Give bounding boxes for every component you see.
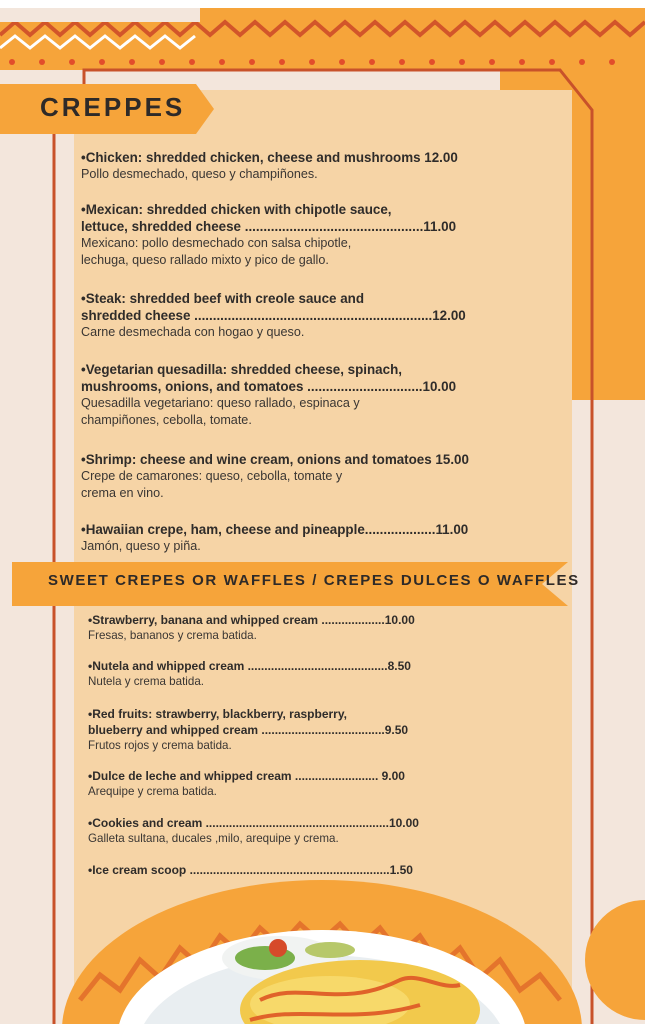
item-name-es: Pollo desmechado, queso y champiñones. xyxy=(81,167,318,181)
item-name-en: •Dulce de leche and whipped cream ......................... 9.00 xyxy=(88,769,405,783)
item-name-es: Nutela y crema batida. xyxy=(88,675,204,688)
item-name-es: Quesadilla vegetariano: queso rallado, espinaca y champiñones, cebolla, tomate. xyxy=(81,396,360,427)
sweet-section-title: SWEET CREPES OR WAFFLES / CREPES DULCES O WAFFLES xyxy=(48,572,580,589)
item-name-es: Crepe de camarones: queso, cebolla, tomate y crema en vino. xyxy=(81,469,343,500)
item-name-en: •Vegetarian quesadilla: shredded cheese, spinach, mushrooms, onions, and tomatoes ...............................10.00 xyxy=(81,362,457,394)
item-name-en: •Chicken: shredded chicken, cheese and mushrooms 12.00 xyxy=(81,150,458,165)
item-name-en: •Mexican: shredded chicken with chipotle sauce, lettuce, shredded cheese ................................................11.00 xyxy=(81,202,457,234)
item-name-es: Jamón, queso y piña. xyxy=(81,539,201,553)
menu-item xyxy=(81,201,541,269)
item-name-en: •Ice cream scoop ............................................................1.50 xyxy=(88,863,413,877)
menu-item xyxy=(88,862,528,878)
item-name-en: •Red fruits: strawberry, blackberry, raspberry, blueberry and whipped cream .....................................9.50 xyxy=(88,707,409,737)
menu-item xyxy=(88,658,528,690)
item-name-en: •Nutela and whipped cream ..........................................8.50 xyxy=(88,659,411,673)
item-name-en: •Hawaiian crepe, ham, cheese and pineapple...................11.00 xyxy=(81,522,469,537)
item-name-en: •Strawberry, banana and whipped cream ...................10.00 xyxy=(88,613,415,627)
menu-item xyxy=(81,451,541,502)
item-name-es: Arequipe y crema batida. xyxy=(88,785,217,798)
menu-item xyxy=(88,768,528,800)
menu-item xyxy=(88,612,528,644)
item-name-es: Fresas, bananos y crema batida. xyxy=(88,629,257,642)
item-name-en: •Cookies and cream .......................................................10.00 xyxy=(88,816,419,830)
menu-item xyxy=(81,361,541,429)
item-name-es: Mexicano: pollo desmechado con salsa chipotle, lechuga, queso rallado mixto y pico de gallo. xyxy=(81,236,352,267)
menu-item xyxy=(88,706,528,754)
menu-item xyxy=(81,521,541,555)
item-name-en: •Shrimp: cheese and wine cream, onions and tomatoes 15.00 xyxy=(81,452,469,467)
item-name-en: •Steak: shredded beef with creole sauce and shredded cheese ................................................................12.00 xyxy=(81,291,466,323)
menu-item xyxy=(81,149,541,183)
item-name-es: Frutos rojos y crema batida. xyxy=(88,739,232,752)
item-name-es: Galleta sultana, ducales ,milo, arequipe y crema. xyxy=(88,832,339,845)
menu-item xyxy=(81,290,541,341)
section-title: CREPPES xyxy=(40,92,186,122)
menu-item xyxy=(88,815,528,847)
item-name-es: Carne desmechada con hogao y queso. xyxy=(81,325,305,339)
